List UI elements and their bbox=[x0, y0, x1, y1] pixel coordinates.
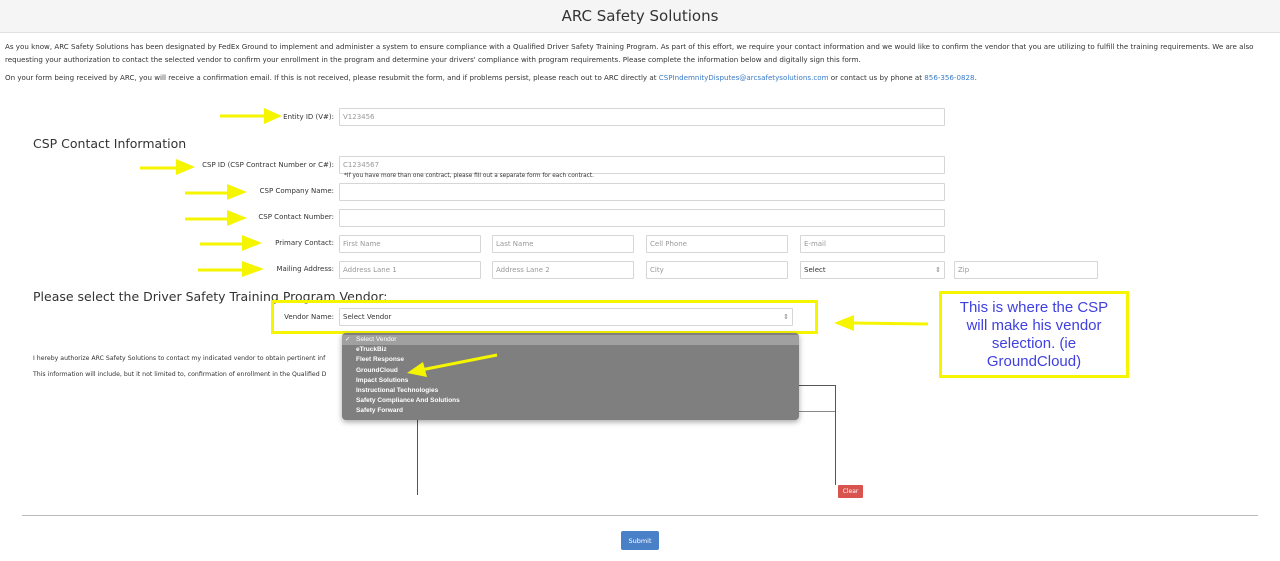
phone-link[interactable]: 856-356-0828 bbox=[924, 73, 975, 82]
email-input[interactable] bbox=[800, 235, 945, 253]
vendor-option-groundcloud[interactable]: GroundCloud bbox=[356, 366, 398, 374]
annotation-callout bbox=[939, 291, 1129, 378]
cell-phone-placeholder: Cell Phone bbox=[650, 240, 687, 248]
city-placeholder: City bbox=[650, 266, 664, 274]
signature-pad-right-border bbox=[835, 385, 836, 485]
first-name-input[interactable] bbox=[339, 235, 481, 253]
email-placeholder: E-mail bbox=[804, 240, 826, 248]
annotation-arrow-icon bbox=[834, 313, 929, 333]
last-name-placeholder: Last Name bbox=[496, 240, 534, 248]
annotation-arrow-icon bbox=[198, 259, 264, 279]
authorization-line-2: This information will include, but it not limited to, confirmation of enrollment in the Qualified D bbox=[33, 371, 327, 378]
vendor-option-label: Select Vendor bbox=[356, 336, 397, 343]
vendor-option-impact-solutions[interactable]: Impact Solutions bbox=[356, 376, 409, 384]
intro-paragraph-2 bbox=[5, 71, 1275, 84]
contact-number-label: CSP Contact Number: bbox=[258, 213, 334, 221]
csp-id-label: CSP ID (CSP Contract Number or C#): bbox=[202, 161, 334, 169]
vendor-option-safety-forward[interactable]: Safety Forward bbox=[356, 407, 403, 415]
intro-paragraph-2-prefix: On your form being received by ARC, you will receive a confirmation email. If this is not received, please resubmit the form, and if problems persist, please reach out to ARC directly at bbox=[5, 73, 659, 82]
entity-id-placeholder: V123456 bbox=[343, 113, 375, 121]
last-name-input[interactable] bbox=[492, 235, 634, 253]
csp-id-input[interactable] bbox=[339, 156, 945, 174]
annotation-arrow-icon bbox=[140, 157, 195, 177]
cell-phone-input[interactable] bbox=[646, 235, 788, 253]
select-arrows-icon: ⇕ bbox=[935, 266, 941, 274]
vendor-select-value: Select Vendor bbox=[343, 313, 392, 321]
annotation-arrow-icon bbox=[185, 182, 247, 202]
checkmark-icon: ✓ bbox=[345, 336, 351, 343]
csp-id-placeholder: C1234567 bbox=[343, 161, 380, 169]
email-link[interactable]: CSPIndemnityDisputes@arcsafetysolutions.com bbox=[658, 73, 829, 82]
contact-number-input[interactable] bbox=[339, 209, 945, 227]
signature-pad-left-border bbox=[417, 418, 418, 495]
address-line2-input[interactable] bbox=[492, 261, 634, 279]
vendor-name-label: Vendor Name: bbox=[284, 313, 334, 321]
signature-pad-inner-line bbox=[799, 411, 835, 412]
intro-paragraph-1: As you know, ARC Safety Solutions has been designated by FedEx Ground to implement and administer a system to ensure compliance with a Qualified Driver Safety Training Program. As part of this effort, we require your contact information and we would like to confirm the vendor that you are utilizing to fulfill the training requirements. We are also requesting your authorization to contact the selected vendor to confirm your enrollment in the program and determine your drivers' compliance with program requirements. Please complete the information below and digitally sign this form. bbox=[5, 42, 1254, 64]
vendor-option-fleet-response[interactable]: Fleet Response bbox=[356, 356, 405, 364]
vendor-section-title: Please select the Driver Safety Training Program Vendor: bbox=[33, 289, 388, 304]
address-line2-placeholder: Address Lane 2 bbox=[496, 266, 550, 274]
address-line1-input[interactable] bbox=[339, 261, 481, 279]
select-arrows-icon: ⇕ bbox=[783, 313, 789, 321]
clear-signature-button[interactable]: Clear bbox=[838, 485, 863, 498]
authorization-line-1: I hereby authorize ARC Safety Solutions to contact my indicated vendor to obtain pertinent inf bbox=[33, 355, 326, 362]
zip-input[interactable] bbox=[954, 261, 1098, 279]
state-select-value: Select bbox=[804, 266, 826, 274]
form-divider bbox=[22, 515, 1258, 516]
address-line1-placeholder: Address Lane 1 bbox=[343, 266, 397, 274]
submit-button[interactable]: Submit bbox=[621, 531, 659, 550]
primary-contact-label: Primary Contact: bbox=[275, 239, 334, 247]
intro-text bbox=[5, 40, 1275, 84]
vendor-select[interactable] bbox=[339, 308, 793, 326]
entity-id-input[interactable] bbox=[339, 108, 945, 126]
mailing-address-label: Mailing Address: bbox=[276, 265, 334, 273]
page-title: ARC Safety Solutions bbox=[561, 7, 719, 25]
intro-paragraph-2-mid: or contact us by phone at bbox=[828, 73, 925, 82]
annotation-arrow-icon bbox=[220, 106, 282, 126]
annotation-arrow-icon bbox=[185, 208, 247, 228]
entity-id-label: Entity ID (V#): bbox=[283, 113, 334, 121]
vendor-option-select-vendor[interactable] bbox=[342, 335, 799, 345]
vendor-option-etruckbiz[interactable]: eTruckBiz bbox=[356, 346, 387, 354]
company-name-label: CSP Company Name: bbox=[259, 187, 334, 195]
signature-pad-top-border bbox=[799, 385, 835, 386]
first-name-placeholder: First Name bbox=[343, 240, 381, 248]
city-input[interactable] bbox=[646, 261, 788, 279]
csp-contact-section-title: CSP Contact Information bbox=[33, 136, 187, 151]
company-name-input[interactable] bbox=[339, 183, 945, 201]
annotation-arrow-icon bbox=[405, 353, 500, 379]
state-select[interactable] bbox=[800, 261, 945, 279]
vendor-option-safety-compliance[interactable]: Safety Compliance And Solutions bbox=[356, 397, 460, 405]
vendor-option-instructional-technologies[interactable]: Instructional Technologies bbox=[356, 386, 439, 394]
annotation-callout-text: This is where the CSP will make his vendor selection. (ie GroundCloud) bbox=[959, 298, 1109, 370]
zip-placeholder: Zip bbox=[958, 266, 970, 274]
annotation-arrow-icon bbox=[200, 233, 262, 253]
csp-id-note: *If you have more than one contract, please fill out a separate form for each contract. bbox=[344, 173, 594, 179]
intro-paragraph-2-suffix: . bbox=[974, 73, 977, 82]
page-header bbox=[0, 0, 1280, 33]
